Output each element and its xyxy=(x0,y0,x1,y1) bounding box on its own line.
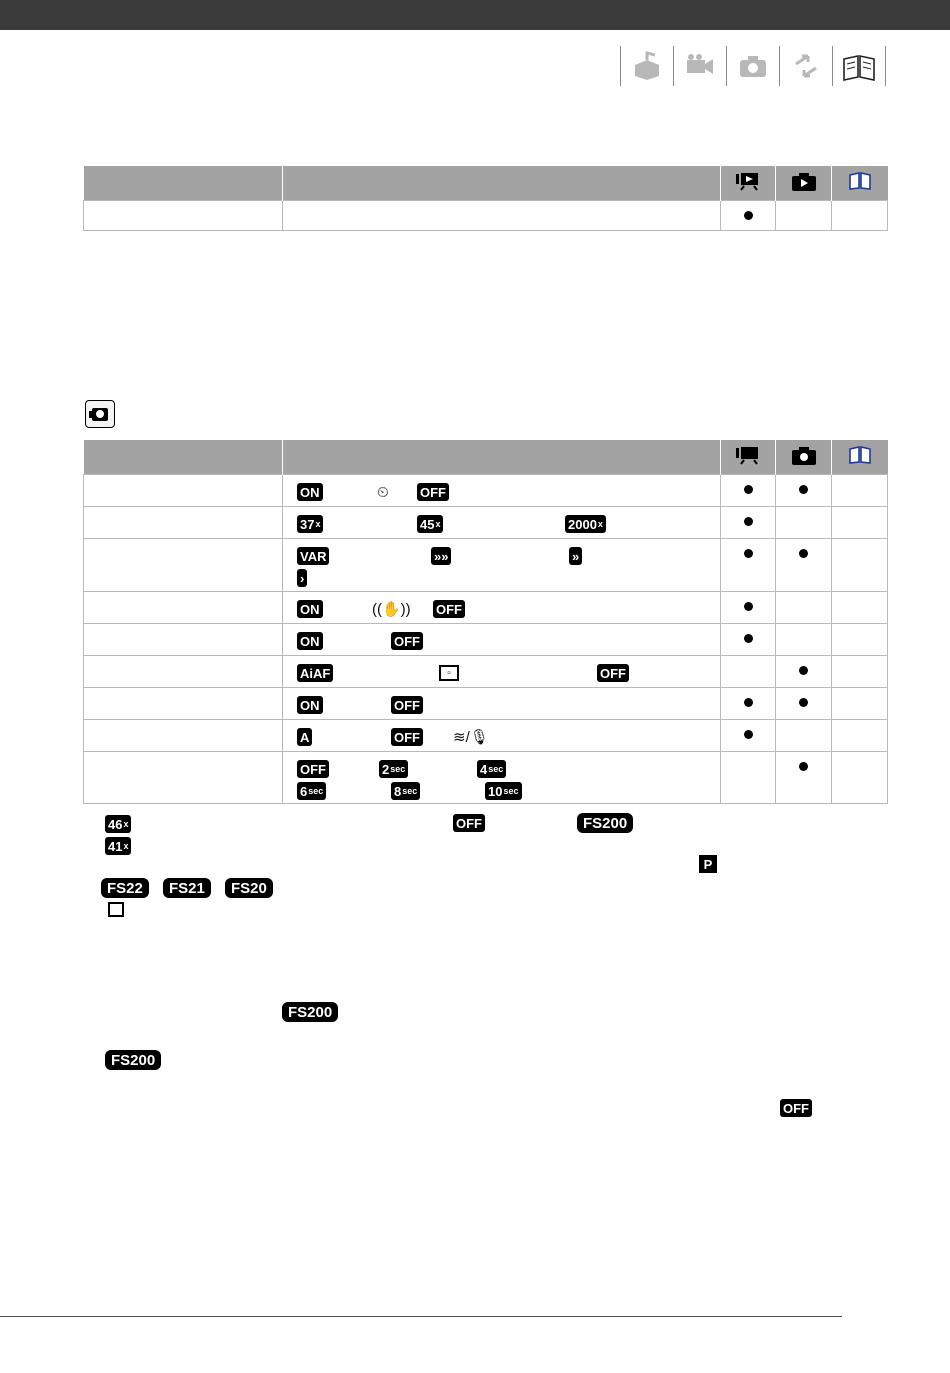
options-line xyxy=(297,726,720,748)
header-options xyxy=(283,440,721,475)
option-badge: › xyxy=(297,569,307,587)
movie-availability-cell xyxy=(721,656,776,688)
availability-dot xyxy=(799,698,808,707)
options-cell xyxy=(283,475,721,507)
options-line xyxy=(297,567,720,589)
table-row xyxy=(84,720,888,752)
page-ref-cell xyxy=(832,720,888,752)
header-page-col xyxy=(832,166,888,201)
setting-name-cell xyxy=(84,201,283,231)
photo-availability-cell xyxy=(776,720,832,752)
options-cell xyxy=(283,539,721,592)
movie-availability-cell xyxy=(721,507,776,539)
page-ref-cell xyxy=(832,475,888,507)
photo-availability-cell xyxy=(776,624,832,656)
model-fs200-badge: FS200 xyxy=(282,1002,338,1022)
top-bar xyxy=(0,0,950,30)
nav-transfer[interactable] xyxy=(779,46,832,86)
photo-availability-cell xyxy=(776,539,832,592)
option-badge: OFF xyxy=(597,664,629,682)
header-item xyxy=(84,440,283,475)
option-badge: 10 sec xyxy=(485,782,522,800)
footer-rule xyxy=(0,1316,842,1317)
movie-availability-cell xyxy=(721,688,776,720)
setting-name-cell xyxy=(84,624,283,656)
header-movie-col xyxy=(721,166,776,201)
nav-movie[interactable] xyxy=(673,46,726,86)
option-badge: 2000 x xyxy=(565,515,606,533)
model-fs200-badge: FS200 xyxy=(105,1050,161,1070)
nav-setup[interactable] xyxy=(620,46,673,86)
options-line xyxy=(297,545,720,567)
table-row xyxy=(84,688,888,720)
header-options xyxy=(283,166,721,201)
photo-availability-cell xyxy=(776,507,832,539)
option-badge: 37 x xyxy=(297,515,323,533)
table-row xyxy=(84,656,888,688)
movie-availability-cell xyxy=(721,720,776,752)
model-fs200-badge: FS200 xyxy=(577,813,633,833)
header-item xyxy=(84,166,283,201)
page-ref-cell xyxy=(832,539,888,592)
transfer-icon xyxy=(788,51,824,81)
page-ref-cell xyxy=(832,656,888,688)
movie-availability-cell xyxy=(721,475,776,507)
photo-availability-cell xyxy=(776,688,832,720)
options-line xyxy=(297,513,720,535)
header-photo-col xyxy=(776,440,832,475)
movie-icon xyxy=(682,51,718,81)
options-line xyxy=(297,662,720,684)
availability-dot xyxy=(744,485,753,494)
setting-name-cell xyxy=(84,507,283,539)
option-badge: OFF xyxy=(297,760,329,778)
zoom-41x-badge: 41 x xyxy=(105,837,131,855)
setting-name-cell xyxy=(84,688,283,720)
availability-dot xyxy=(744,517,753,526)
option-badge: 2 sec xyxy=(379,760,408,778)
options-line xyxy=(297,780,720,802)
setting-name-cell xyxy=(84,539,283,592)
options-cell xyxy=(283,592,721,624)
photo-availability-cell xyxy=(776,475,832,507)
option-icon: ≋/🎙 xyxy=(453,729,489,746)
movie-availability-cell xyxy=(721,539,776,592)
options-cell xyxy=(283,507,721,539)
setting-name-cell xyxy=(84,752,283,804)
settings-table-main xyxy=(83,440,888,804)
photo-availability-cell xyxy=(776,201,832,231)
options-line xyxy=(297,758,720,780)
model-fs22-badge: FS22 xyxy=(101,878,149,898)
availability-dot xyxy=(744,730,753,739)
options-line xyxy=(297,598,720,620)
book-page-icon xyxy=(849,172,871,190)
off-badge: OFF xyxy=(453,814,485,832)
option-badge: OFF xyxy=(391,632,423,650)
option-badge: OFF xyxy=(391,696,423,714)
page-ref-cell xyxy=(832,624,888,656)
option-badge: 8 sec xyxy=(391,782,420,800)
availability-dot xyxy=(744,602,753,611)
page-ref-cell xyxy=(832,688,888,720)
model-fs20-badge: FS20 xyxy=(225,878,273,898)
photo-icon xyxy=(735,51,771,81)
option-badge: OFF xyxy=(391,728,423,746)
photo-availability-cell xyxy=(776,592,832,624)
availability-dot xyxy=(799,666,808,675)
setting-name-cell xyxy=(84,720,283,752)
availability-dot xyxy=(799,485,808,494)
table-header xyxy=(84,440,888,475)
option-badge: VAR xyxy=(297,547,329,565)
option-badge: ON xyxy=(297,632,323,650)
options-cell xyxy=(283,201,721,231)
page-ref-cell xyxy=(832,201,888,231)
nav-book[interactable] xyxy=(832,46,886,86)
option-badge: A xyxy=(297,728,312,746)
movie-availability-cell xyxy=(721,592,776,624)
page-ref-cell xyxy=(832,592,888,624)
availability-dot xyxy=(744,211,753,220)
options-line xyxy=(297,481,720,503)
program-mode-icon: P xyxy=(699,855,717,873)
option-badge: OFF xyxy=(433,600,465,618)
photo-availability-cell xyxy=(776,752,832,804)
off-badge: OFF xyxy=(780,1099,812,1117)
option-badge: »» xyxy=(431,547,451,565)
table-row xyxy=(84,539,888,592)
options-cell xyxy=(283,624,721,656)
option-badge: ON xyxy=(297,483,323,501)
availability-dot xyxy=(744,698,753,707)
options-cell xyxy=(283,752,721,804)
camera-mode-icon xyxy=(85,400,115,428)
setup-icon xyxy=(629,51,665,81)
table-row xyxy=(84,752,888,804)
setting-name-cell xyxy=(84,475,283,507)
zoom-46x-badge: 46 x xyxy=(105,815,131,833)
option-badge: » xyxy=(569,547,582,565)
availability-dot xyxy=(799,549,808,558)
photo-mode-icon xyxy=(791,170,817,192)
movie-mode-icon xyxy=(735,170,761,192)
setting-name-cell xyxy=(84,656,283,688)
movie-mode-icon xyxy=(735,444,761,466)
header-photo-col xyxy=(776,166,832,201)
option-badge: 45 x xyxy=(417,515,443,533)
option-badge: 6 sec xyxy=(297,782,326,800)
option-icon: ((✋)) xyxy=(372,601,411,618)
setting-name-cell xyxy=(84,592,283,624)
option-badge: 4 sec xyxy=(477,760,506,778)
section-nav xyxy=(620,46,886,86)
table-row xyxy=(84,201,888,231)
option-badge: AiAF xyxy=(297,664,333,682)
option-badge: ON xyxy=(297,696,323,714)
page-ref-cell xyxy=(832,752,888,804)
table-row xyxy=(84,592,888,624)
options-cell xyxy=(283,656,721,688)
availability-dot xyxy=(799,762,808,771)
header-page-col xyxy=(832,440,888,475)
options-line xyxy=(297,694,720,716)
movie-availability-cell xyxy=(721,624,776,656)
option-badge: ON xyxy=(297,600,323,618)
table-row xyxy=(84,624,888,656)
movie-availability-cell xyxy=(721,201,776,231)
table-row xyxy=(84,507,888,539)
option-badge: OFF xyxy=(417,483,449,501)
spot-af-icon: ▫ xyxy=(439,665,459,681)
model-fs21-badge: FS21 xyxy=(163,878,211,898)
book-icon xyxy=(841,51,877,81)
page-ref-cell xyxy=(832,507,888,539)
movie-availability-cell xyxy=(721,752,776,804)
availability-dot xyxy=(744,634,753,643)
option-icon: ⏲ xyxy=(377,483,389,501)
options-cell xyxy=(283,688,721,720)
options-cell xyxy=(283,720,721,752)
photo-availability-cell xyxy=(776,656,832,688)
table-row xyxy=(84,475,888,507)
table-header xyxy=(84,166,888,201)
square-frame-icon xyxy=(108,902,124,917)
book-page-icon xyxy=(849,446,871,464)
settings-table-top xyxy=(83,166,888,231)
availability-dot xyxy=(744,549,753,558)
header-movie-col xyxy=(721,440,776,475)
options-line xyxy=(297,630,720,652)
photo-mode-icon xyxy=(791,444,817,466)
nav-photo[interactable] xyxy=(726,46,779,86)
